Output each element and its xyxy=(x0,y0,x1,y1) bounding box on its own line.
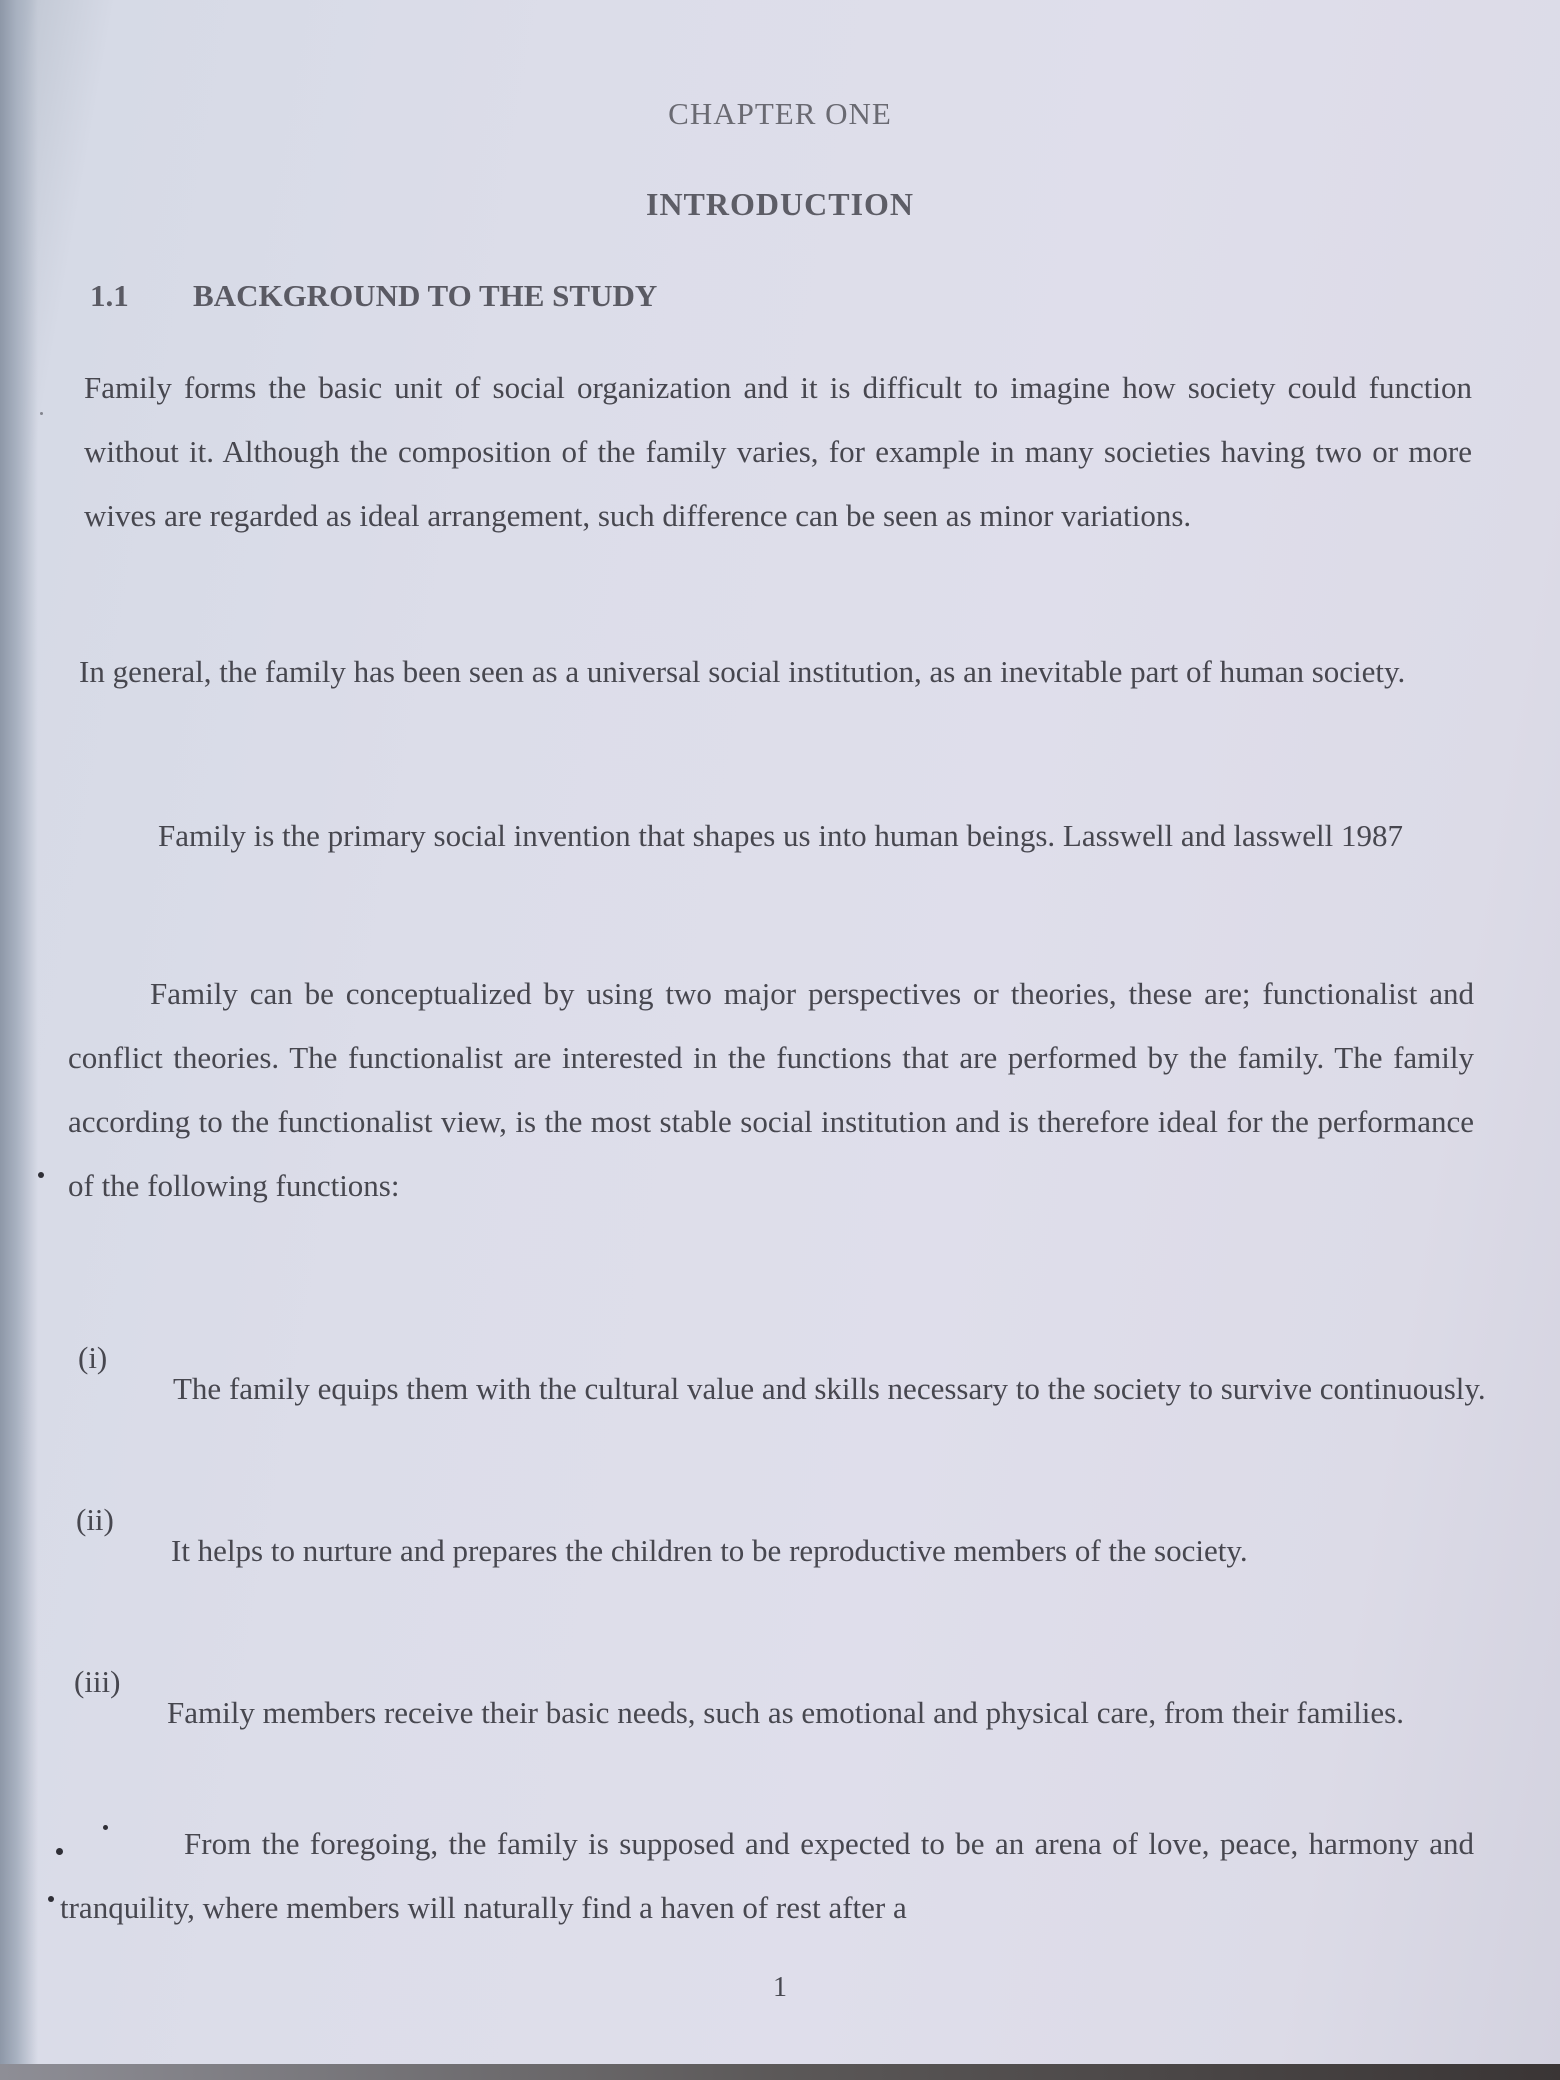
list-item-text: Family members receive their basic needs, such as emotional and physical care, from their families. xyxy=(167,1695,1404,1730)
paragraph-family-basic-unit: Family forms the basic unit of social organization and it is difficult to imagine how society could function without it. Although the composition of the family varies, for example in many societies having two or more wives are regarded as ideal arrangement, such difference can be seen as minor variations. xyxy=(84,370,1472,533)
list-item xyxy=(76,1488,1474,1618)
list-item-label: (iii) xyxy=(74,1664,121,1699)
paragraph-foregoing: From the foregoing, the family is supposed and expected to be an arena of love, peace, harmony and tranquility, where members will naturally find a haven of rest after a xyxy=(60,1826,1474,1925)
list-item xyxy=(74,1650,1474,1780)
section-heading xyxy=(90,278,657,314)
page-number: 1 xyxy=(773,1972,787,2003)
chapter-title: INTRODUCTION xyxy=(645,186,915,222)
list-item-text: It helps to nurture and prepares the children to be reproductive members of the society. xyxy=(171,1533,1248,1568)
paragraph-perspectives: Family can be conceptualized by using two major perspectives or theories, these are; functionalist and conflict theories. The functionalist are interested in the functions that are performed by the family. The family according to the functionalist view, is the most stable social institution and is therefore ideal for the performance of the following functions: xyxy=(68,976,1474,1203)
binding-shadow xyxy=(0,0,38,2068)
ink-speck xyxy=(56,1848,63,1855)
list-item-label: (ii) xyxy=(76,1502,114,1537)
chapter-label: CHAPTER ONE xyxy=(668,96,892,131)
ink-speck xyxy=(103,1825,108,1830)
list-item xyxy=(78,1326,1486,1456)
list-item-label: (i) xyxy=(78,1340,108,1375)
paragraph-primary-invention: Family is the primary social invention that shapes us into human beings. Lasswell and lasswell 1987 xyxy=(158,818,1403,853)
ink-speck xyxy=(48,1896,54,1902)
ink-speck xyxy=(40,412,43,415)
section-title: BACKGROUND TO THE STUDY xyxy=(193,278,658,313)
page-bottom-edge xyxy=(0,2064,1560,2080)
section-number: 1.1 xyxy=(90,278,129,313)
list-item-text: The family equips them with the cultural value and skills necessary to the society to survive continuously. xyxy=(173,1371,1486,1406)
ink-speck xyxy=(38,1172,44,1178)
paragraph-universal-institution: In general, the family has been seen as a universal social institution, as an inevitable part of human society. xyxy=(79,654,1406,689)
